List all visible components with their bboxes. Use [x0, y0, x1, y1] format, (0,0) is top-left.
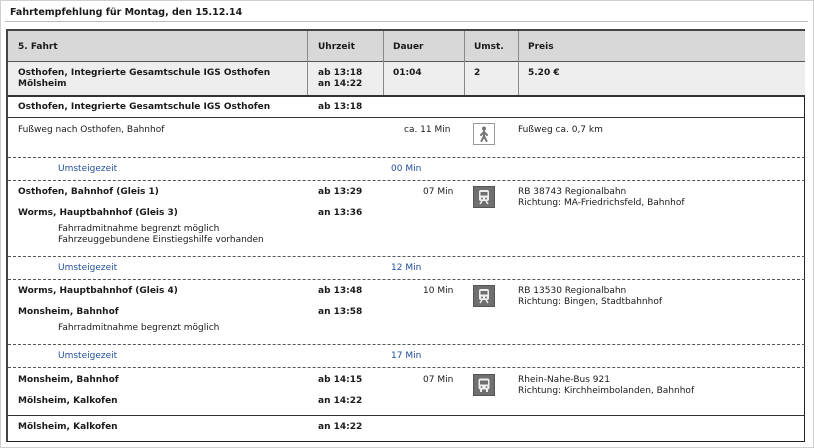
leg-departure-time: ab 13:29 — [318, 187, 363, 197]
leg-direction: Richtung: MA-Friedrichsfeld, Bahnhof — [518, 198, 685, 208]
summary-duration: 01:04 — [393, 68, 422, 78]
itinerary-table — [6, 29, 805, 442]
train-icon — [473, 186, 495, 208]
end-stop: Mölsheim, Kalkofen — [18, 422, 118, 432]
column-divider — [464, 31, 465, 95]
walk-info: Fußweg ca. 0,7 km — [518, 125, 603, 135]
header-changes: Umst. — [474, 42, 504, 52]
transfer-label: Umsteigezeit — [58, 263, 118, 273]
leg-arrival-time: an 13:58 — [318, 307, 363, 317]
leg-arrival-time: an 13:36 — [318, 208, 363, 218]
row-divider — [8, 180, 805, 181]
summary-departure: ab 13:18 — [318, 68, 363, 78]
row-divider — [8, 344, 805, 345]
leg-direction: Richtung: Kirchheimbolanden, Bahnhof — [518, 386, 695, 396]
leg-note: Fahrzeuggebundene Einstiegshilfe vorhanden — [58, 235, 264, 245]
header-time: Uhrzeit — [318, 42, 355, 52]
row-divider — [8, 415, 805, 416]
trip-summary-row[interactable] — [8, 62, 805, 97]
leg-duration: 07 Min — [423, 187, 454, 197]
header-duration: Dauer — [393, 42, 424, 52]
walk-duration: ca. 11 Min — [404, 125, 451, 135]
leg-departure-stop: Osthofen, Bahnhof (Gleis 1) — [18, 187, 159, 197]
leg-departure-stop: Monsheim, Bahnhof — [18, 375, 119, 385]
page-title: Fahrtempfehlung für Montag, den 15.12.14 — [10, 7, 243, 18]
row-divider — [8, 367, 805, 368]
leg-line: Rhein-Nahe-Bus 921 — [518, 375, 610, 385]
walking-person-icon — [473, 123, 495, 145]
leg-departure-stop: Worms, Hauptbahnhof (Gleis 4) — [18, 286, 178, 296]
bus-icon — [473, 374, 495, 396]
leg-duration: 07 Min — [423, 375, 454, 385]
start-time: ab 13:18 — [318, 102, 363, 112]
column-divider — [383, 31, 384, 95]
leg-note: Fahrradmitnahme begrenzt möglich — [58, 323, 220, 333]
leg-departure-time: ab 13:48 — [318, 286, 363, 296]
transfer-label: Umsteigezeit — [58, 351, 118, 361]
leg-arrival-stop: Worms, Hauptbahnhof (Gleis 3) — [18, 208, 178, 218]
row-divider — [8, 279, 805, 280]
leg-note: Fahrradmitnahme begrenzt möglich — [58, 224, 220, 234]
row-divider — [8, 117, 805, 118]
summary-changes: 2 — [474, 68, 481, 78]
summary-arrival: an 14:22 — [318, 79, 363, 89]
header-trip: 5. Fahrt — [18, 42, 58, 52]
row-divider — [8, 157, 805, 158]
summary-from: Osthofen, Integrierte Gesamtschule IGS Osthofen — [18, 68, 271, 78]
summary-to: Mölsheim — [18, 79, 67, 89]
leg-duration: 10 Min — [423, 286, 454, 296]
column-divider — [518, 31, 519, 95]
leg-arrival-time: an 14:22 — [318, 396, 363, 406]
leg-departure-time: ab 14:15 — [318, 375, 363, 385]
leg-arrival-stop: Monsheim, Bahnhof — [18, 307, 119, 317]
leg-line: RB 13530 Regionalbahn — [518, 286, 627, 296]
end-time: an 14:22 — [318, 422, 363, 432]
column-divider — [307, 31, 308, 95]
leg-line: RB 38743 Regionalbahn — [518, 187, 627, 197]
leg-arrival-stop: Mölsheim, Kalkofen — [18, 396, 118, 406]
transfer-time: 12 Min — [391, 263, 422, 273]
table-header — [8, 31, 805, 62]
transfer-label: Umsteigezeit — [58, 164, 118, 174]
train-icon — [473, 285, 495, 307]
row-divider — [8, 256, 805, 257]
transfer-time: 00 Min — [391, 164, 422, 174]
leg-direction: Richtung: Bingen, Stadtbahnhof — [518, 297, 663, 307]
transfer-time: 17 Min — [391, 351, 422, 361]
header-price: Preis — [528, 42, 554, 52]
summary-price: 5.20 € — [528, 68, 560, 78]
title-divider — [5, 21, 808, 22]
start-stop: Osthofen, Integrierte Gesamtschule IGS Osthofen — [18, 102, 271, 112]
walk-text: Fußweg nach Osthofen, Bahnhof — [18, 125, 165, 135]
